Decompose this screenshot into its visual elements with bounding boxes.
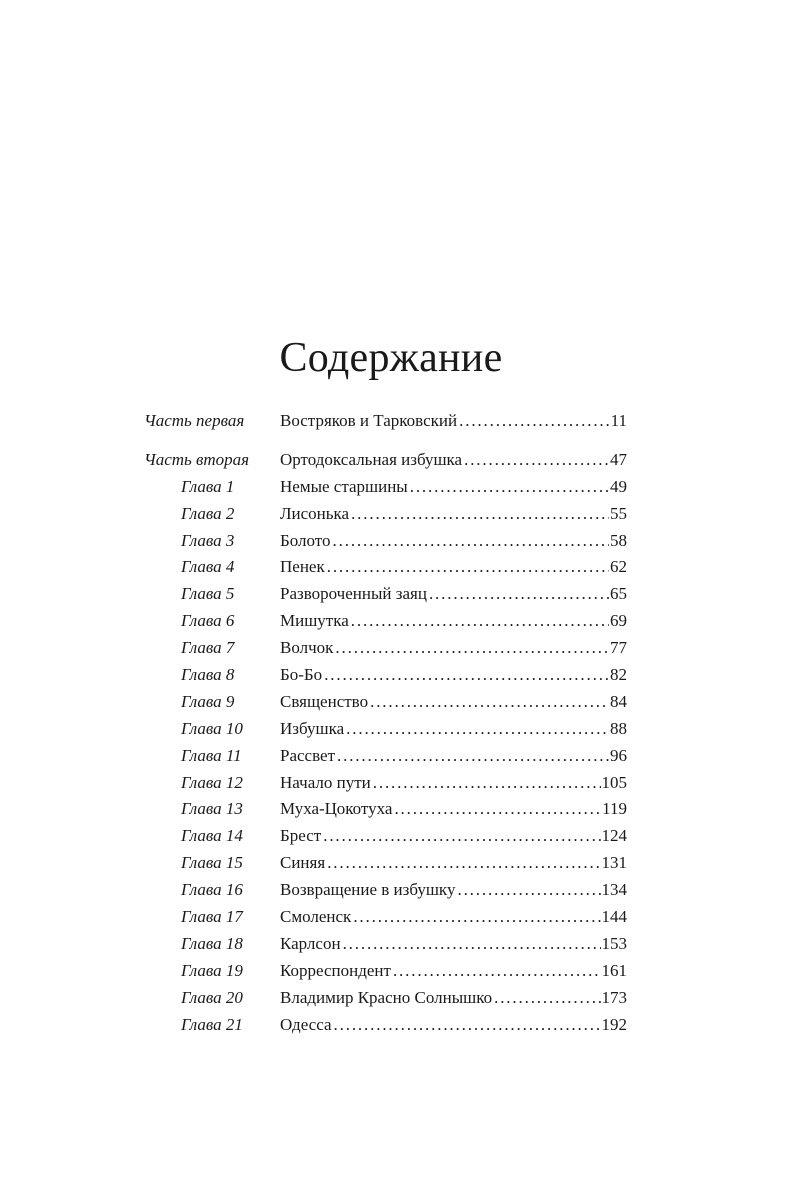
toc-entry bbox=[0, 716, 797, 743]
dot-leader bbox=[429, 581, 609, 608]
chapter-label: Глава 10 bbox=[181, 718, 243, 738]
toc-entry-line bbox=[280, 608, 627, 635]
page-number: 55 bbox=[610, 503, 627, 523]
dot-leader bbox=[327, 850, 600, 877]
toc-entry-line bbox=[280, 408, 627, 435]
entry-title: Лисонька bbox=[280, 503, 350, 523]
page-title: Содержание bbox=[279, 335, 503, 381]
page-number: 84 bbox=[610, 691, 627, 711]
entry-title: Болото bbox=[280, 530, 331, 550]
page-number: 134 bbox=[601, 880, 627, 900]
toc-entry-line bbox=[280, 662, 627, 689]
toc-entry bbox=[0, 1012, 797, 1039]
chapter-label: Глава 17 bbox=[181, 907, 243, 927]
toc-entry-line bbox=[280, 581, 627, 608]
toc-entry-line bbox=[280, 823, 627, 850]
dot-leader bbox=[459, 408, 610, 435]
chapter-label: Глава 11 bbox=[181, 745, 242, 765]
page-number: 173 bbox=[601, 987, 627, 1007]
chapter-label: Глава 3 bbox=[181, 530, 235, 550]
dot-leader bbox=[370, 689, 609, 716]
chapter-label: Глава 16 bbox=[181, 880, 243, 900]
dot-leader bbox=[494, 985, 600, 1012]
toc-entry-line bbox=[280, 985, 627, 1012]
dot-leader bbox=[343, 931, 601, 958]
toc-entry-line bbox=[280, 635, 627, 662]
toc-entry bbox=[0, 635, 797, 662]
toc-entry-line bbox=[280, 1012, 627, 1039]
chapter-label: Глава 1 bbox=[181, 476, 235, 496]
page-number: 69 bbox=[610, 611, 627, 631]
entry-title: Мишутка bbox=[280, 611, 349, 631]
entry-title: Пенек bbox=[280, 557, 325, 577]
toc-entry bbox=[0, 850, 797, 877]
toc-entry-line bbox=[280, 877, 627, 904]
toc-entry bbox=[0, 474, 797, 501]
page-number: 131 bbox=[601, 853, 627, 873]
entry-title: Брест bbox=[280, 826, 322, 846]
part-label: Часть вторая bbox=[144, 449, 250, 469]
entry-title: Синяя bbox=[280, 853, 326, 873]
toc-entry bbox=[0, 823, 797, 850]
toc-entry-line bbox=[280, 474, 627, 501]
chapter-label: Глава 5 bbox=[181, 584, 235, 604]
page-number: 88 bbox=[610, 718, 627, 738]
toc-entry bbox=[0, 662, 797, 689]
toc-entry bbox=[0, 796, 797, 823]
entry-title: Муха-Цокотуха bbox=[280, 799, 393, 819]
dot-leader bbox=[327, 554, 609, 581]
page-number: 105 bbox=[601, 772, 627, 792]
toc-entry-line bbox=[280, 501, 627, 528]
toc-entry-line bbox=[280, 904, 627, 931]
dot-leader bbox=[335, 635, 609, 662]
entry-title: Востряков и Тарковский bbox=[280, 411, 458, 430]
dot-leader bbox=[393, 958, 601, 985]
chapter-label: Глава 20 bbox=[181, 987, 243, 1007]
chapter-label: Глава 4 bbox=[181, 557, 235, 577]
chapter-label: Глава 9 bbox=[181, 691, 235, 711]
page-number: 82 bbox=[610, 665, 627, 685]
toc-entry bbox=[0, 501, 797, 528]
toc-entry bbox=[0, 743, 797, 770]
chapter-label: Глава 6 bbox=[181, 611, 235, 631]
entry-title: Начало пути bbox=[280, 772, 371, 792]
toc-entry bbox=[0, 958, 797, 985]
toc-entry-line bbox=[280, 447, 627, 474]
page-number: 65 bbox=[610, 584, 627, 604]
page-number: 153 bbox=[601, 933, 627, 953]
entry-title: Смоленск bbox=[280, 907, 352, 927]
toc-entry-line bbox=[280, 743, 627, 770]
entry-title: Священство bbox=[280, 691, 369, 711]
chapter-label: Глава 21 bbox=[181, 1014, 243, 1034]
toc-entry bbox=[0, 554, 797, 581]
chapter-label: Глава 19 bbox=[181, 960, 243, 980]
toc-entry-line bbox=[280, 931, 627, 958]
dot-leader bbox=[464, 447, 609, 474]
dot-leader bbox=[346, 716, 609, 743]
toc-entry-line bbox=[280, 796, 627, 823]
toc-entry-line bbox=[280, 716, 627, 743]
page-number: 77 bbox=[610, 638, 627, 658]
dot-leader bbox=[373, 770, 601, 797]
entry-title: Развороченный заяц bbox=[280, 584, 427, 604]
table-of-contents bbox=[0, 408, 797, 1038]
toc-entry bbox=[0, 608, 797, 635]
dot-leader bbox=[410, 474, 609, 501]
page-number: 119 bbox=[602, 799, 627, 819]
page-number: 62 bbox=[610, 557, 627, 577]
dot-leader bbox=[353, 904, 600, 931]
toc-entry bbox=[0, 985, 797, 1012]
toc-entry-line bbox=[280, 770, 627, 797]
dot-leader bbox=[351, 608, 609, 635]
entry-title: Корреспондент bbox=[280, 960, 391, 980]
dot-leader bbox=[334, 1012, 601, 1039]
entry-title: Бо-Бо bbox=[280, 665, 323, 685]
chapter-label: Глава 12 bbox=[181, 772, 243, 792]
part-label: Часть первая bbox=[144, 411, 245, 430]
entry-title: Избушка bbox=[280, 718, 345, 738]
page-number: 124 bbox=[601, 826, 627, 846]
dot-leader bbox=[394, 796, 601, 823]
chapter-label: Глава 18 bbox=[181, 933, 243, 953]
entry-title: Карлсон bbox=[280, 933, 341, 953]
page-number: 192 bbox=[601, 1014, 627, 1034]
toc-entry-line bbox=[280, 554, 627, 581]
toc-entry bbox=[0, 581, 797, 608]
entry-title: Немые старшины bbox=[280, 476, 408, 496]
entry-title: Рассвет bbox=[280, 745, 335, 765]
dot-leader bbox=[457, 877, 600, 904]
page-number: 11 bbox=[610, 411, 627, 430]
toc-entry bbox=[0, 877, 797, 904]
dot-leader bbox=[333, 528, 609, 555]
page-number: 144 bbox=[601, 907, 627, 927]
page-number: 161 bbox=[601, 960, 627, 980]
toc-entry bbox=[0, 447, 797, 474]
toc-entry bbox=[0, 770, 797, 797]
entry-title: Владимир Красно Солнышко bbox=[280, 987, 493, 1007]
chapter-label: Глава 7 bbox=[181, 638, 235, 658]
dot-leader bbox=[323, 823, 600, 850]
page-number: 49 bbox=[610, 476, 627, 496]
toc-entry bbox=[0, 931, 797, 958]
page-number: 96 bbox=[610, 745, 627, 765]
entry-title: Ортодоксальная избушка bbox=[280, 449, 463, 469]
dot-leader bbox=[337, 743, 609, 770]
chapter-label: Глава 13 bbox=[181, 799, 243, 819]
toc-entry bbox=[0, 528, 797, 555]
chapter-label: Глава 15 bbox=[181, 853, 243, 873]
toc-entry bbox=[0, 904, 797, 931]
page-number: 58 bbox=[610, 530, 627, 550]
toc-entry-line bbox=[280, 689, 627, 716]
toc-entry-line bbox=[280, 958, 627, 985]
chapter-label: Глава 14 bbox=[181, 826, 243, 846]
toc-entry-line bbox=[280, 850, 627, 877]
toc-entry bbox=[0, 408, 797, 435]
entry-title: Возвращение в избушку bbox=[280, 880, 456, 900]
toc-entry-line bbox=[280, 528, 627, 555]
entry-title: Одесса bbox=[280, 1014, 332, 1034]
chapter-label: Глава 8 bbox=[181, 665, 235, 685]
page-number: 47 bbox=[610, 449, 627, 469]
toc-entry bbox=[0, 689, 797, 716]
entry-title: Волчок bbox=[280, 638, 334, 658]
chapter-label: Глава 2 bbox=[181, 503, 235, 523]
dot-leader bbox=[351, 501, 609, 528]
dot-leader bbox=[324, 662, 609, 689]
